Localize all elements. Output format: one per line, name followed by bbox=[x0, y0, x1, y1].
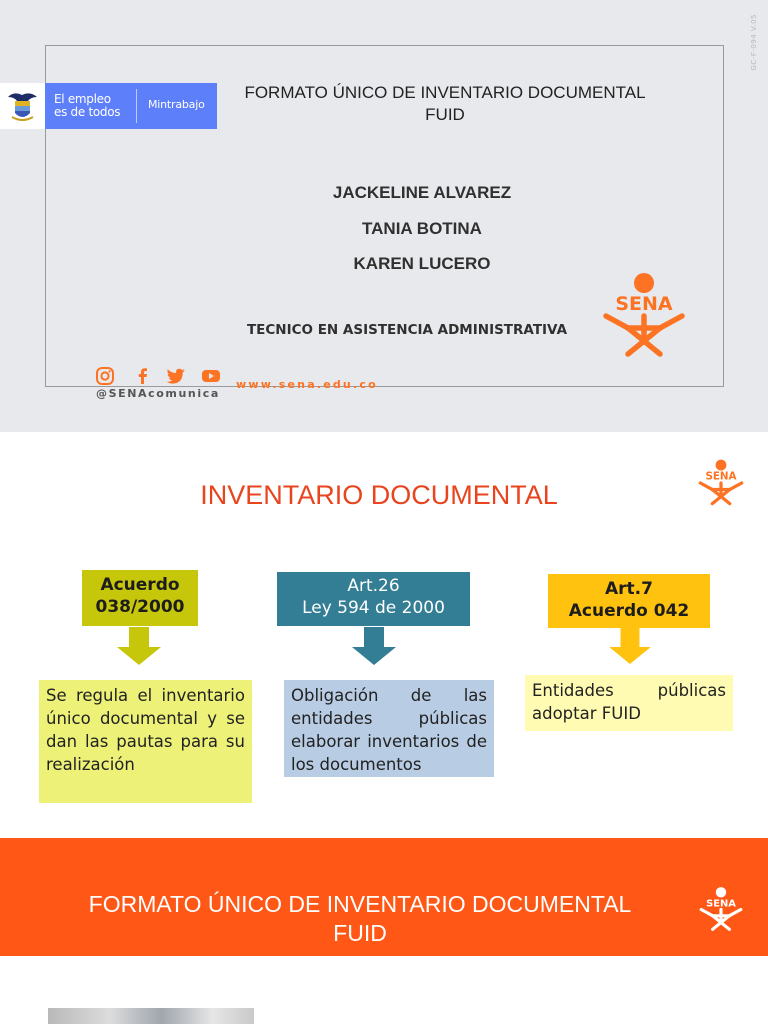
down-arrow-icon bbox=[117, 627, 161, 665]
down-arrow-icon bbox=[352, 627, 396, 665]
coat-of-arms-icon bbox=[0, 83, 45, 129]
sena-logo bbox=[697, 886, 745, 937]
title-line-1: FORMATO ÚNICO DE INVENTARIO DOCUMENTAL bbox=[244, 83, 646, 102]
facebook-icon[interactable] bbox=[133, 366, 153, 386]
document-code: GC-F-094 V.05 bbox=[750, 14, 758, 71]
government-banner bbox=[0, 83, 217, 129]
down-arrow-icon bbox=[608, 628, 652, 664]
slogan-line-1: El empleo bbox=[54, 92, 111, 106]
title-line-2: FUID bbox=[333, 920, 387, 946]
description-box: Se regula el inventario único documental y se dan las pautas para su realización bbox=[39, 680, 252, 803]
section-title: INVENTARIO DOCUMENTAL bbox=[200, 480, 558, 510]
document-photo bbox=[48, 1008, 254, 1024]
description-box: Obligación de las entidades públicas elaborar inventarios de los documentos bbox=[284, 680, 494, 777]
reference-line-2: Ley 594 de 2000 bbox=[302, 598, 445, 618]
sena-logo-text: SENA bbox=[705, 470, 737, 483]
reference-line-1: Art.7 bbox=[605, 579, 653, 599]
reference-line-1: Art.26 bbox=[347, 576, 400, 596]
program-name: TECNICO EN ASISTENCIA ADMINISTRATIVA bbox=[246, 322, 568, 338]
sena-logo bbox=[598, 272, 690, 364]
author-name: KAREN LUCERO bbox=[353, 254, 491, 273]
inventory-slide bbox=[0, 432, 768, 838]
slide-title bbox=[30, 890, 690, 948]
sena-logo-text: SENA bbox=[706, 898, 736, 910]
banner-divider bbox=[136, 89, 137, 123]
reference-line-1: Acuerdo bbox=[100, 575, 180, 595]
ministry-label: Mintrabajo bbox=[148, 98, 205, 111]
reference-line-2: Acuerdo 042 bbox=[568, 601, 690, 621]
government-slogan bbox=[54, 93, 120, 119]
slogan-line-2: es de todos bbox=[54, 105, 121, 119]
description-box: Entidades públicas adoptar FUID bbox=[525, 675, 733, 731]
title-slide bbox=[0, 0, 768, 432]
social-handle[interactable]: @SENAcomunica bbox=[96, 387, 220, 400]
youtube-icon[interactable] bbox=[201, 366, 221, 386]
sena-logo-text: SENA bbox=[615, 293, 673, 315]
legal-reference-box bbox=[277, 572, 470, 626]
twitter-icon[interactable] bbox=[165, 366, 187, 386]
legal-reference-box bbox=[82, 570, 198, 626]
fuid-slide bbox=[0, 838, 768, 1024]
title-line-1: FORMATO ÚNICO DE INVENTARIO DOCUMENTAL bbox=[88, 891, 632, 917]
author-name: TANIA BOTINA bbox=[362, 219, 482, 238]
legal-reference-box bbox=[548, 574, 710, 628]
website-link[interactable]: www.sena.edu.co bbox=[236, 378, 378, 391]
author-name: JACKELINE ALVAREZ bbox=[332, 183, 512, 202]
title-line-2: FUID bbox=[425, 105, 465, 124]
instagram-icon[interactable] bbox=[95, 366, 115, 386]
presentation-title bbox=[210, 82, 680, 126]
reference-line-2: 038/2000 bbox=[95, 597, 185, 617]
